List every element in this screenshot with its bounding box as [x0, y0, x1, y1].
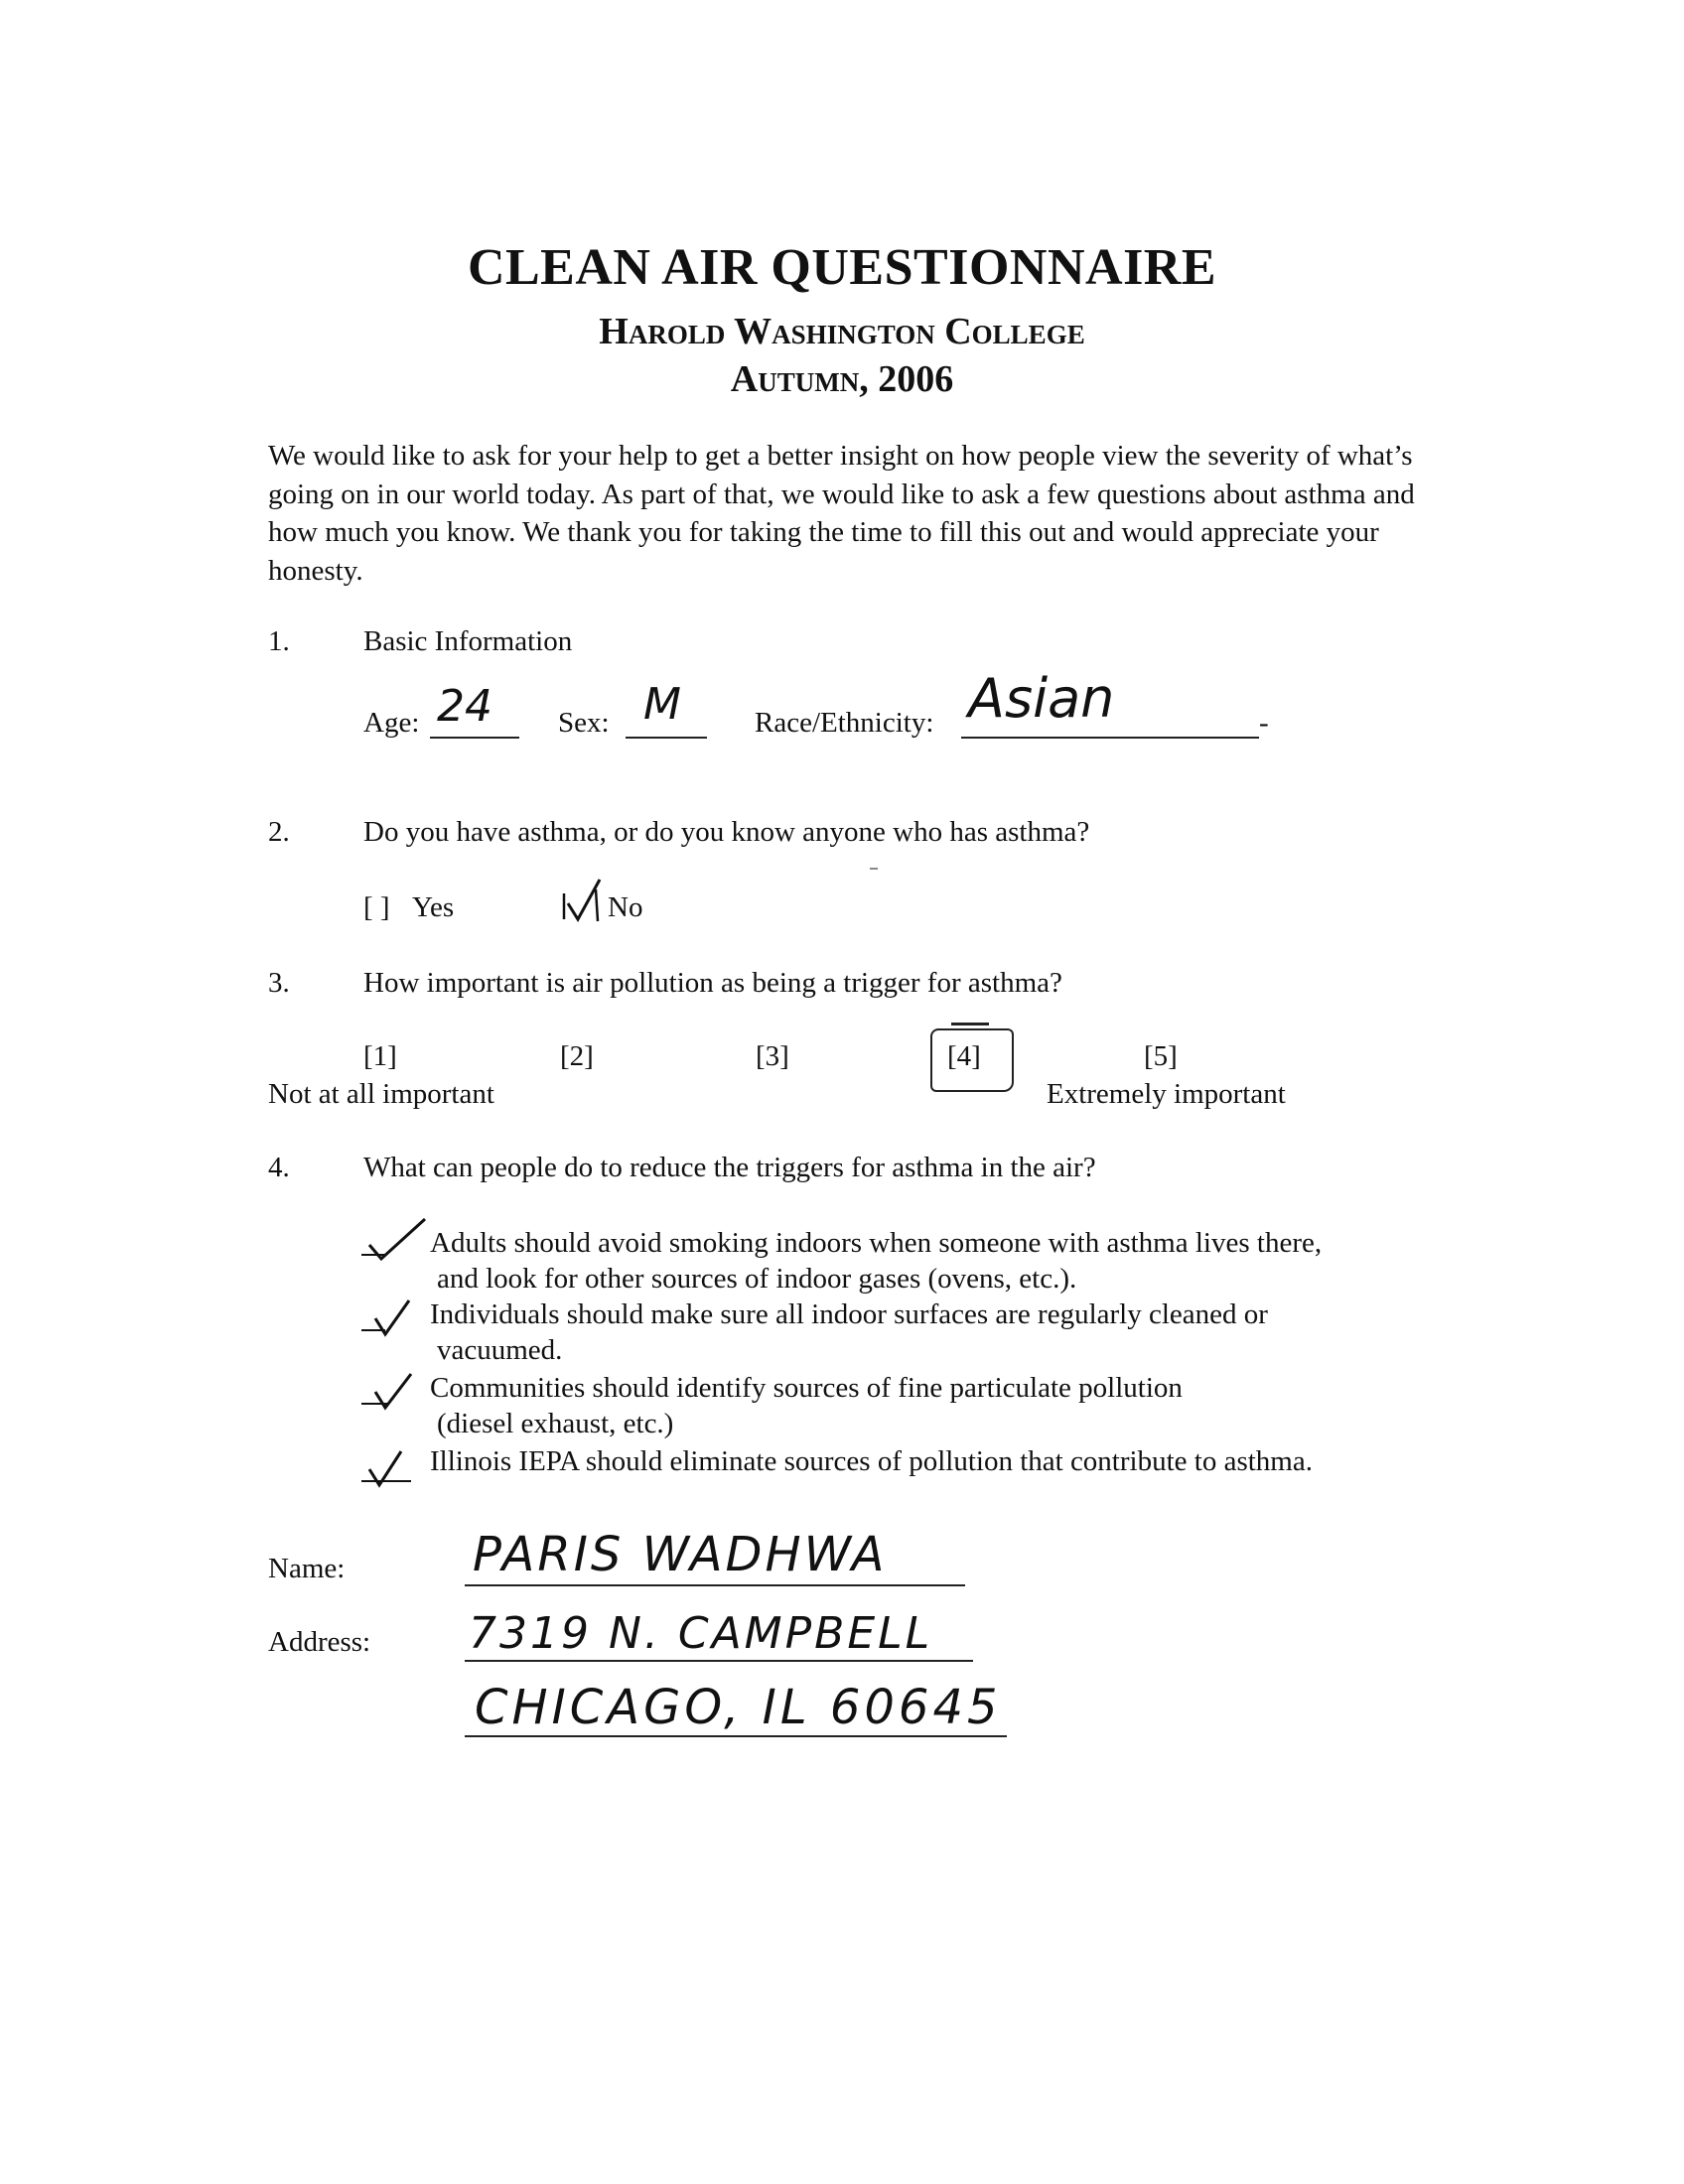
age-underline	[430, 737, 519, 739]
sex-label: Sex:	[558, 707, 610, 739]
address-line2-underline	[465, 1735, 1007, 1737]
age-label: Age:	[363, 707, 420, 739]
name-label: Name:	[268, 1553, 346, 1584]
address-line1-underline	[465, 1660, 973, 1662]
name-underline	[465, 1584, 965, 1586]
q2-number: 2.	[268, 816, 290, 848]
q2-yes-checkbox[interactable]: [ ]	[363, 891, 390, 923]
q3-question: How important is air pollution as being a trigger for asthma?	[363, 967, 1062, 999]
q3-option-2[interactable]: [2]	[560, 1040, 594, 1072]
q3-high-label: Extremely important	[1047, 1078, 1286, 1110]
term: Autumn, 2006	[730, 358, 954, 400]
q4-item-3-line2: (diesel exhaust, etc.)	[437, 1408, 674, 1439]
q4-item-2-line1: Individuals should make sure all indoor surfaces are regularly cleaned or	[430, 1298, 1268, 1330]
q4-item-2-check[interactable]	[359, 1291, 431, 1340]
intro-paragraph: We would like to ask for your help to get a better insight on how people view the severity of what’s going on in our world today. As part of that, we would like to ask a few questions about asthma and how much you know. We thank you for taking the time to fill this out and would appreciate your honesty.	[268, 440, 1415, 587]
race-label: Race/Ethnicity:	[755, 707, 934, 739]
sex-value[interactable]: M	[643, 679, 681, 730]
q4-item-4-check[interactable]	[359, 1439, 431, 1489]
q4-item-4-line1: Illinois IEPA should eliminate sources of pollution that contribute to asthma.	[430, 1445, 1313, 1477]
age-value[interactable]: 24	[437, 681, 492, 732]
race-trailing-dash: -	[1259, 707, 1269, 739]
q2-yes-label: Yes	[412, 891, 455, 923]
circle-mark-tail	[951, 1023, 989, 1025]
q3-option-1[interactable]: [1]	[363, 1040, 397, 1072]
q4-number: 4.	[268, 1152, 290, 1183]
address-line2-value[interactable]: CHICAGO, IL 60645	[475, 1680, 1002, 1735]
q4-item-1-line2: and look for other sources of indoor gases (ovens, etc.).	[437, 1263, 1077, 1295]
q2-no-checkbox-checked[interactable]	[560, 874, 608, 927]
college-name: Harold Washington College	[599, 311, 1085, 352]
q2-question: Do you have asthma, or do you know anyone who has asthma?	[363, 816, 1090, 848]
sex-underline	[626, 737, 707, 739]
q1-label: Basic Information	[363, 625, 573, 657]
q3-number: 3.	[268, 967, 290, 999]
q4-item-1-line1: Adults should avoid smoking indoors when someone with asthma lives there,	[430, 1227, 1323, 1259]
q4-item-3-check[interactable]	[359, 1364, 431, 1414]
q1-number: 1.	[268, 625, 290, 657]
scan-speck	[870, 868, 878, 870]
address-label: Address:	[268, 1626, 371, 1658]
race-underline	[961, 737, 1259, 739]
name-value[interactable]: PARIS WADHWA	[473, 1527, 888, 1582]
q4-item-1-check[interactable]	[359, 1215, 431, 1265]
q4-question: What can people do to reduce the triggers for asthma in the air?	[363, 1152, 1096, 1183]
q3-option-4[interactable]: [4]	[947, 1040, 981, 1072]
page-title: CLEAN AIR QUESTIONNAIRE	[467, 239, 1217, 296]
q4-item-2-line2: vacuumed.	[437, 1334, 563, 1366]
q3-option-3[interactable]: [3]	[756, 1040, 789, 1072]
race-value[interactable]: Asian	[968, 667, 1115, 730]
q3-low-label: Not at all important	[268, 1078, 494, 1110]
q3-option-5[interactable]: [5]	[1144, 1040, 1178, 1072]
q4-item-3-line1: Communities should identify sources of fine particulate pollution	[430, 1372, 1183, 1404]
q2-no-label: No	[608, 891, 643, 923]
address-line1-value[interactable]: 7319 N. CAMPBELL	[469, 1608, 933, 1659]
